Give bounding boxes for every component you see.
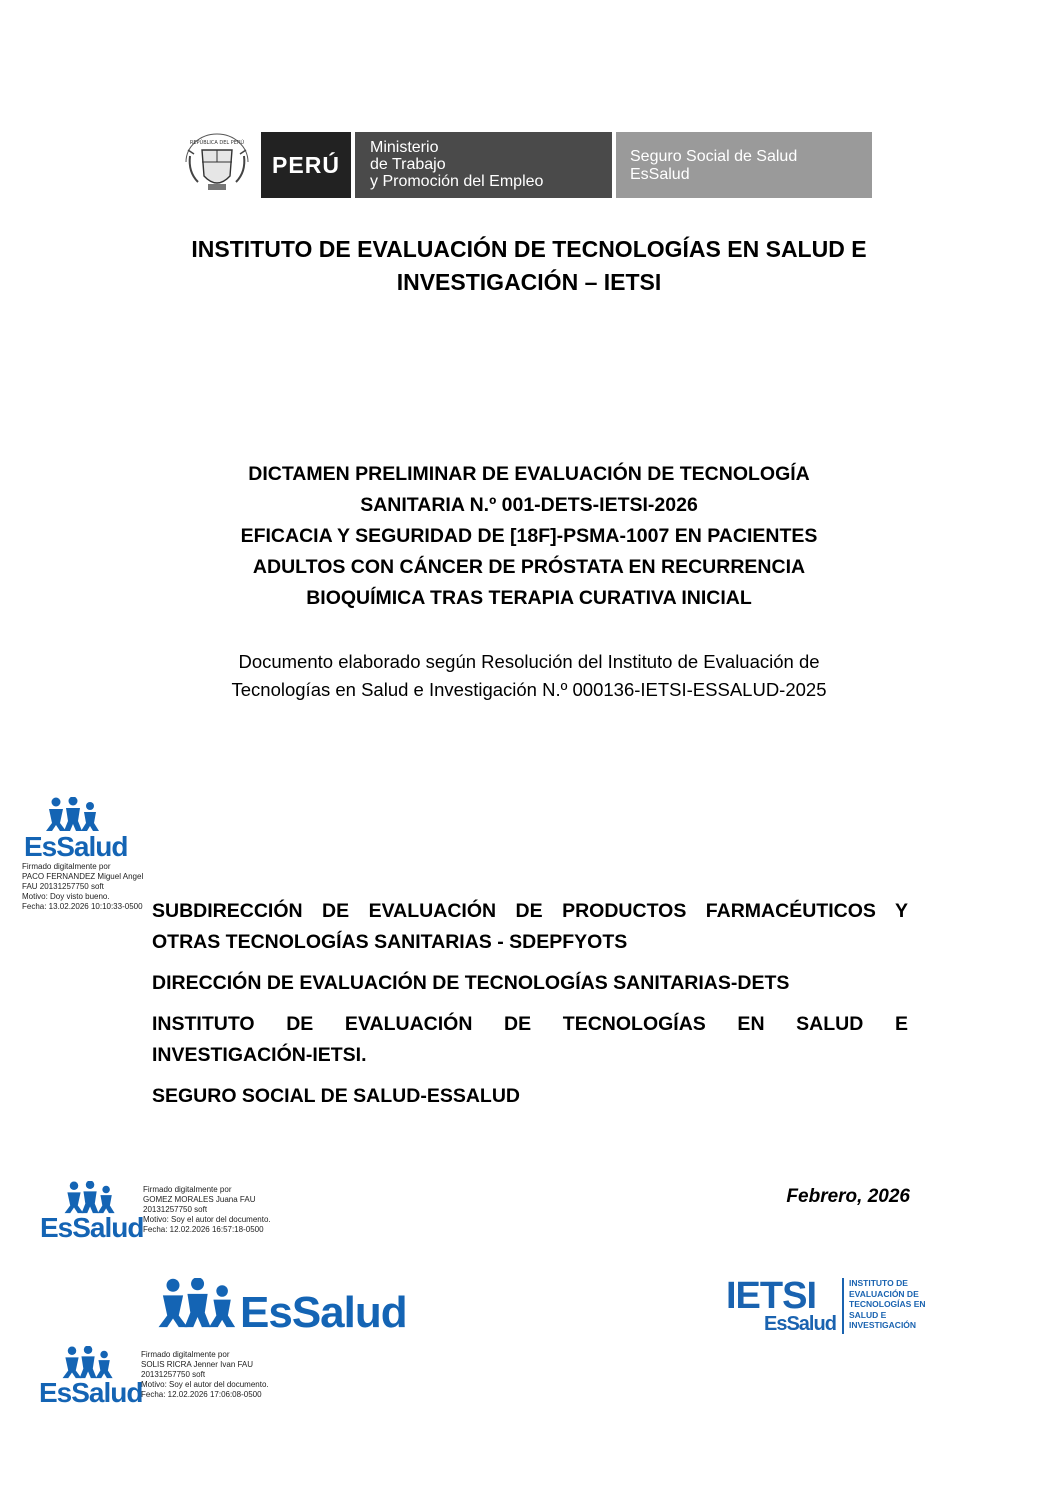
crest-text: REPÚBLICA DEL PERÚ (189, 140, 245, 146)
signature-2-essalud-logo: EsSalud (40, 1212, 144, 1243)
signature-1-essalud-logo: EsSalud (24, 831, 128, 862)
unit-subdireccion-line-2: OTRAS TECNOLOGÍAS SANITARIAS - SDEPFYOTS (152, 931, 628, 953)
ietsi-desc-line-1: INSTITUTO DE (849, 1278, 908, 1288)
peru-coat-of-arms (180, 132, 254, 198)
dictamen-title (140, 459, 918, 614)
ietsi-desc-line-3: TECNOLOGÍAS EN (849, 1299, 926, 1309)
unit-instituto-line-1: INSTITUTO DE EVALUACIÓN DE TECNOLOGÍAS EN SALUD E (152, 1013, 908, 1035)
signature-3-line-2: SOLIS RICRA Jenner Ivan FAU (141, 1360, 254, 1369)
ietsi-desc-line-5: INVESTIGACIÓN (849, 1320, 917, 1330)
dictamen-line-4: ADULTOS CON CÁNCER DE PRÓSTATA EN RECURRENCIA (252, 556, 806, 578)
essalud-header-label (616, 132, 872, 198)
unit-instituto-line-2: INVESTIGACIÓN-IETSI. (152, 1044, 367, 1066)
signature-1-line-3: FAU 20131257750 soft (22, 882, 104, 891)
institute-title-line-2: INVESTIGACIÓN – IETSI (396, 269, 662, 295)
dictamen-line-5: BIOQUÍMICA TRAS TERAPIA CURATIVA INICIAL (306, 587, 752, 609)
essalud-header-line-2: EsSalud (630, 166, 690, 183)
institute-title-line-1: INSTITUTO DE EVALUACIÓN DE TECNOLOGÍAS EN SALUD E (191, 236, 867, 262)
ietsi-logo-divider (842, 1278, 844, 1334)
signature-3-text (141, 1350, 269, 1400)
signature-1-line-2: PACO FERNANDEZ Miguel Angel (22, 872, 144, 881)
footer-essalud-logo: EsSalud (240, 1288, 407, 1337)
dictamen-line-3: EFICACIA Y SEGURIDAD DE [18F]-PSMA-1007 EN PACIENTES (240, 525, 818, 547)
essalud-header-line-1: Seguro Social de Salud (630, 148, 798, 165)
document-date: Febrero, 2026 (786, 1186, 910, 1207)
organizational-units (152, 896, 908, 1112)
signature-2-line-4: Motivo: Soy el autor del documento. (143, 1215, 271, 1224)
ministry-line-3: y Promoción del Empleo (370, 173, 544, 190)
ministry-line-2: de Trabajo (370, 156, 446, 173)
document-note-line-2: Tecnologías en Salud e Investigación N.º 000136-IETSI-ESSALUD-2025 (231, 679, 827, 700)
ietsi-logo-essalud: EsSalud (764, 1313, 836, 1335)
signature-1-line-1: Firmado digitalmente por (22, 862, 111, 871)
document-note (140, 648, 918, 704)
signature-2-line-1: Firmado digitalmente por (143, 1185, 232, 1194)
signature-2-line-3: 20131257750 soft (143, 1205, 208, 1214)
peru-label: PERÚ (261, 132, 351, 198)
ietsi-desc-line-4: SALUD E (849, 1309, 887, 1320)
signature-3-line-4: Motivo: Soy el autor del documento. (141, 1380, 269, 1389)
institute-title (140, 233, 918, 299)
signature-2-text (143, 1185, 271, 1235)
signature-1-line-5: Fecha: 13.02.2026 10:10:33-0500 (22, 902, 143, 911)
signature-2-line-2: GOMEZ MORALES Juana FAU (143, 1195, 256, 1204)
unit-direccion: DIRECCIÓN DE EVALUACIÓN DE TECNOLOGÍAS SANITARIAS-DETS (152, 972, 790, 994)
ministry-line-1: Ministerio (370, 139, 439, 156)
unit-seguro: SEGURO SOCIAL DE SALUD-ESSALUD (152, 1085, 521, 1107)
signature-3-essalud-logo: EsSalud (39, 1377, 143, 1408)
signature-1-line-4: Motivo: Doy visto bueno. (22, 892, 110, 901)
ietsi-desc-line-2: EVALUACIÓN DE (849, 1288, 919, 1299)
ietsi-logo-word: IETSI (726, 1275, 817, 1317)
dictamen-line-2: SANITARIA N.º 001-DETS-IETSI-2026 (360, 494, 698, 516)
dictamen-line-1: DICTAMEN PRELIMINAR DE EVALUACIÓN DE TECNOLOGÍA (248, 463, 810, 485)
document-note-line-1: Documento elaborado según Resolución del Instituto de Evaluación de (238, 651, 820, 672)
signature-3-line-5: Fecha: 12.02.2026 17:06:08-0500 (141, 1390, 262, 1399)
signature-2-line-5: Fecha: 12.02.2026 16:57:18-0500 (143, 1225, 264, 1234)
signature-1-text (22, 862, 143, 912)
footer-essalud-people-icon (157, 1278, 241, 1335)
unit-subdireccion-line-1: SUBDIRECCIÓN DE EVALUACIÓN DE PRODUCTOS FARMACÉUTICOS Y (152, 900, 908, 922)
ietsi-logo-description (849, 1278, 926, 1331)
signature-3-line-1: Firmado digitalmente por (141, 1350, 230, 1359)
signature-3-line-3: 20131257750 soft (141, 1370, 206, 1379)
ministry-label (355, 132, 612, 198)
